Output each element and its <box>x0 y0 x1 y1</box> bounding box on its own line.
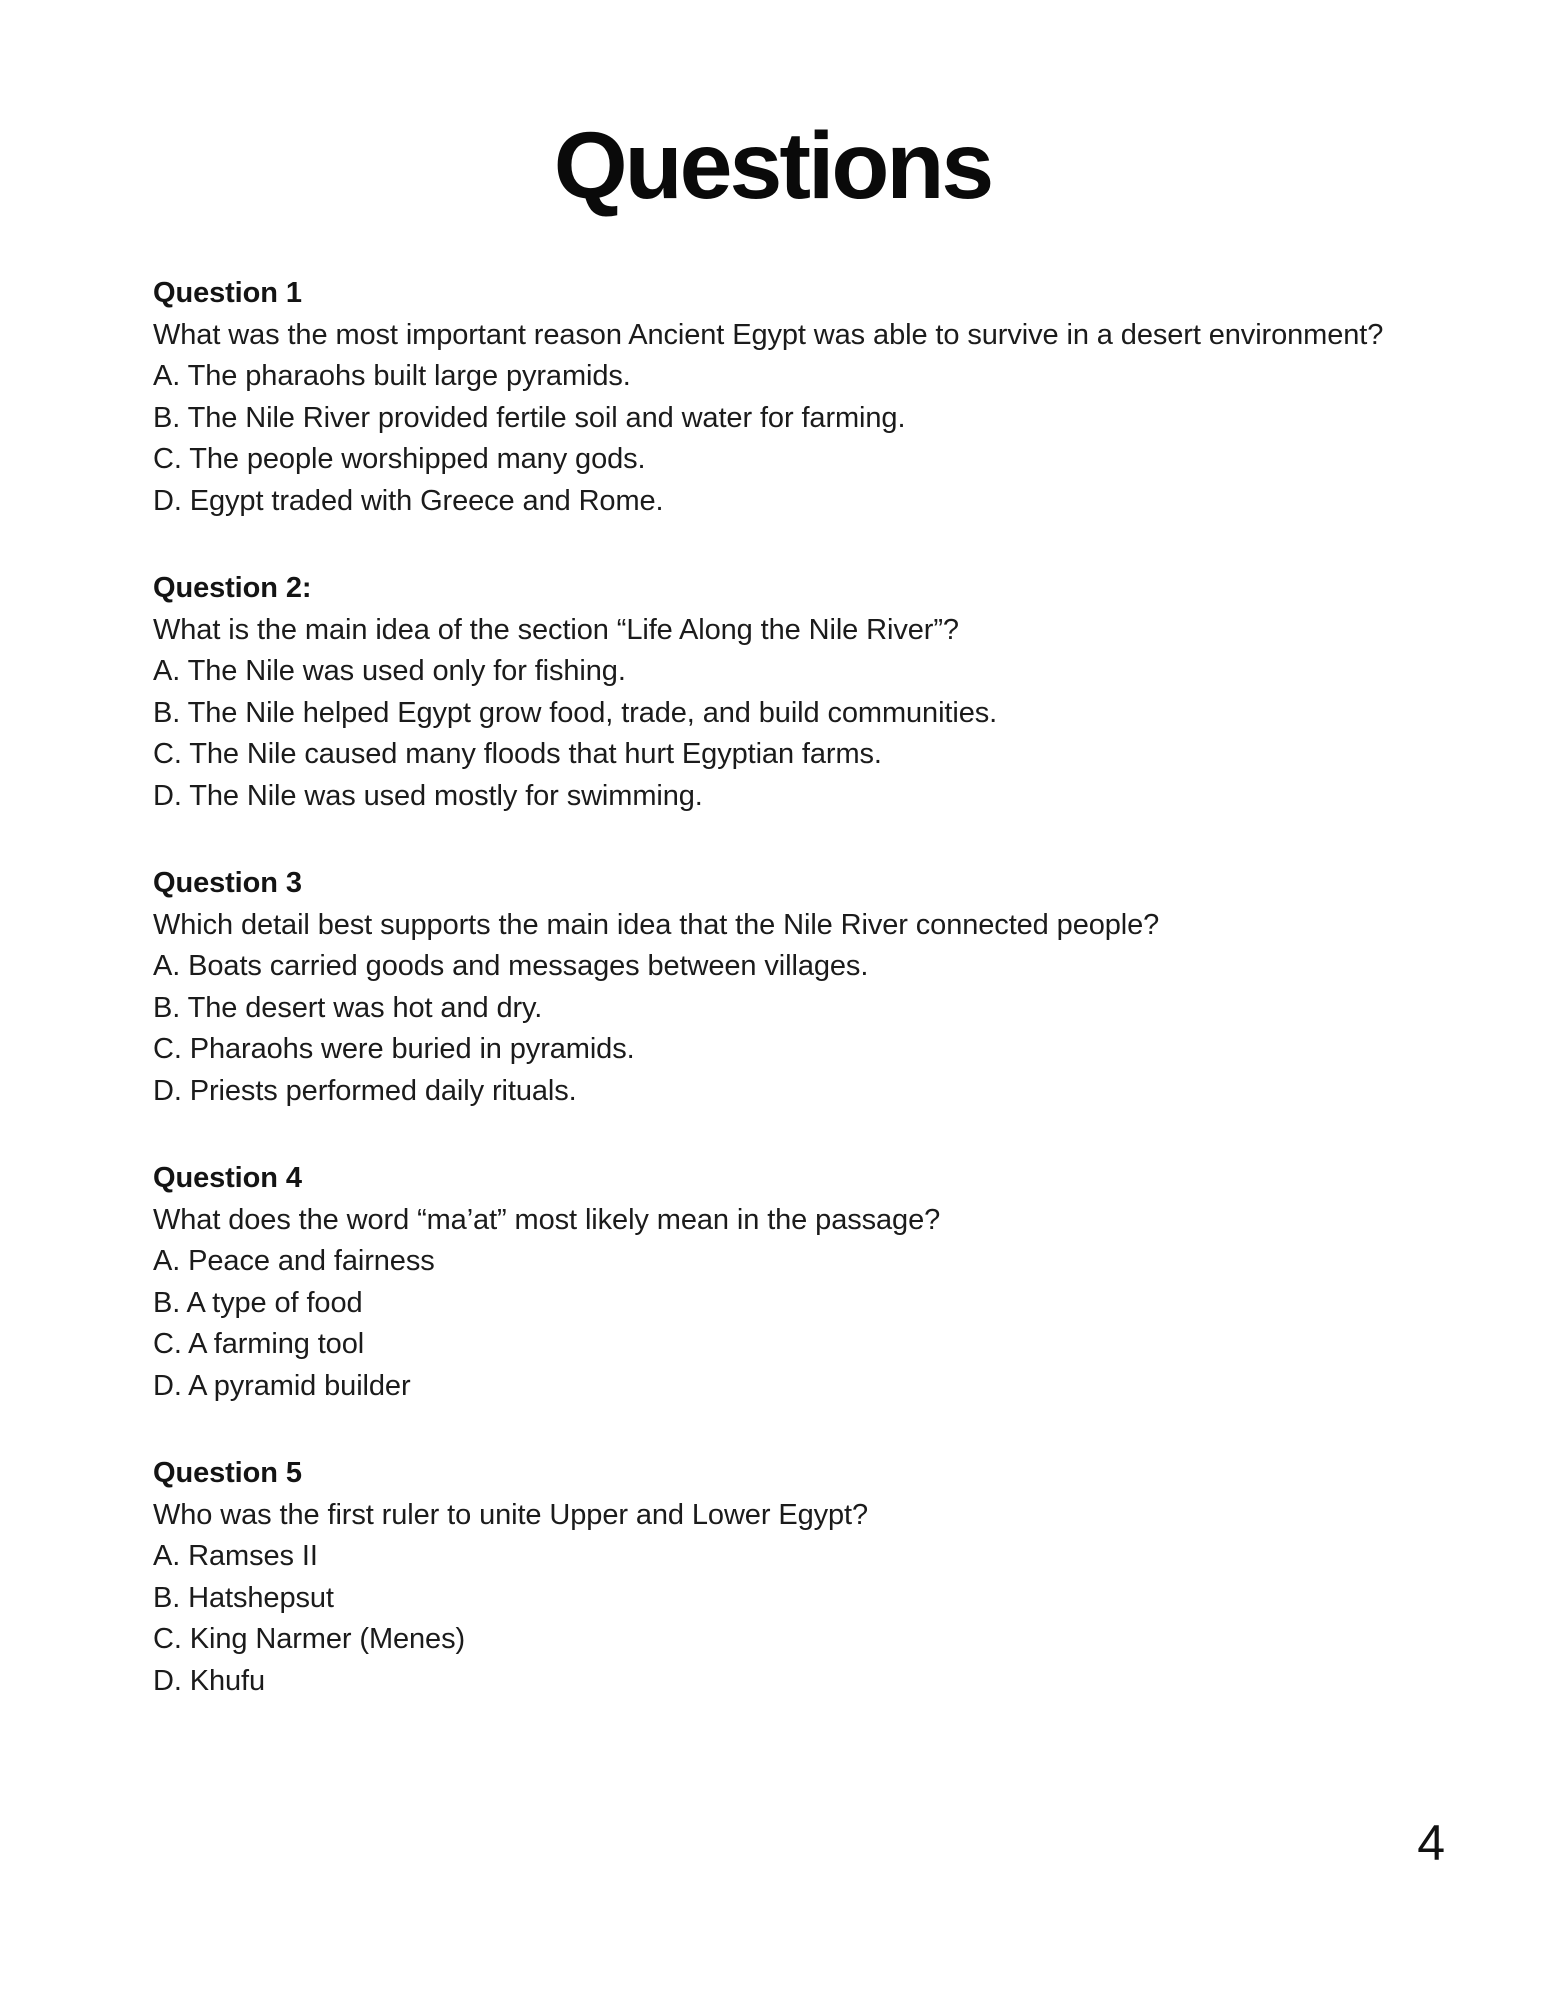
question-prompt: What does the word “ma’at” most likely mean in the passage? <box>153 1203 941 1236</box>
question-block-4 <box>153 1158 1408 1407</box>
question-prompt: Which detail best supports the main idea that the Nile River connected people? <box>153 908 1160 941</box>
question-option-d: D. Egypt traded with Greece and Rome. <box>153 484 664 517</box>
question-heading: Question 4 <box>153 1162 302 1194</box>
question-prompt: What was the most important reason Ancient Egypt was able to survive in a desert environment? <box>153 318 1384 351</box>
question-option-c: C. King Narmer (Menes) <box>153 1623 466 1655</box>
question-option-b: B. The Nile helped Egypt grow food, trade, and build communities. <box>153 696 998 729</box>
question-option-d: D. A pyramid builder <box>153 1369 411 1402</box>
question-option-b: B. The desert was hot and dry. <box>153 991 543 1024</box>
question-option-c: C. The people worshipped many gods. <box>153 443 646 475</box>
question-block-2 <box>153 568 1408 817</box>
question-option-d: D. Khufu <box>153 1664 266 1697</box>
questions-list <box>153 273 1408 1702</box>
question-option-a: A. Boats carried goods and messages between villages. <box>153 950 869 982</box>
question-option-d: D. Priests performed daily rituals. <box>153 1074 577 1107</box>
question-block-1 <box>153 273 1408 522</box>
question-heading: Question 2: <box>153 572 312 604</box>
question-option-a: A. The Nile was used only for fishing. <box>153 655 626 687</box>
question-heading: Question 3 <box>153 867 302 899</box>
question-option-d: D. The Nile was used mostly for swimming. <box>153 779 703 812</box>
question-option-b: B. Hatshepsut <box>153 1581 334 1614</box>
question-heading: Question 1 <box>153 277 302 309</box>
question-heading: Question 5 <box>153 1457 302 1489</box>
question-prompt: Who was the first ruler to unite Upper and Lower Egypt? <box>153 1498 869 1531</box>
question-option-c: C. The Nile caused many floods that hurt Egyptian farms. <box>153 738 882 770</box>
question-option-a: A. Ramses II <box>153 1540 318 1572</box>
question-option-b: B. The Nile River provided fertile soil and water for farming. <box>153 401 906 434</box>
question-option-a: A. Peace and fairness <box>153 1245 435 1277</box>
question-prompt: What is the main idea of the section “Life Along the Nile River”? <box>153 613 959 646</box>
page-title: Questions <box>553 113 992 219</box>
question-option-c: C. A farming tool <box>153 1328 365 1360</box>
question-option-b: B. A type of food <box>153 1286 363 1319</box>
question-block-3 <box>153 863 1408 1112</box>
question-option-c: C. Pharaohs were buried in pyramids. <box>153 1033 635 1065</box>
question-option-a: A. The pharaohs built large pyramids. <box>153 360 631 392</box>
page-number: 4 <box>1417 1815 1445 1871</box>
question-block-5 <box>153 1453 1408 1702</box>
